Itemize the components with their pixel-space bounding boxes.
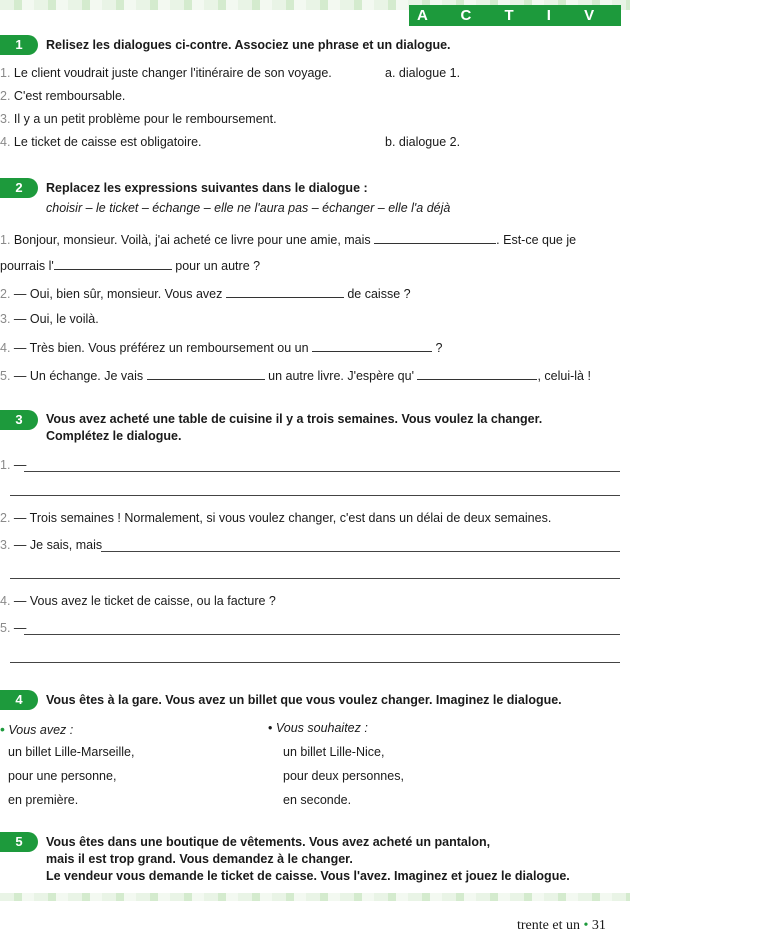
exercise-2-badge: 2 (0, 178, 38, 198)
ex1-item-2: 2. C'est remboursable. (0, 89, 126, 103)
exercise-2-instruction: Replacez les expressions suivantes dans le dialogue : (46, 181, 368, 195)
exercise-5-line-3: Le vendeur vous demande le ticket de caisse. Vous l'avez. Imaginez et jouez le dialogue. (46, 869, 570, 883)
page-number: 31 (591, 918, 606, 933)
ex4-left-line-2: pour une personne, (8, 769, 117, 783)
exercise-5-line-2: mais il est trop grand. Vous demandez à le changer. (46, 852, 353, 866)
ex1-choice-a: a. dialogue 1. (385, 66, 461, 80)
blank-field[interactable] (147, 368, 265, 380)
exercise-3-instruction-2: Complétez le dialogue. (46, 429, 182, 443)
answer-line[interactable] (101, 551, 620, 552)
blank-field[interactable] (374, 232, 496, 244)
ex1-item-1: 1. Le client voudrait juste changer l'itinéraire de son voyage. (0, 66, 332, 80)
footer-dot: • (583, 918, 589, 933)
exercise-4-instruction: Vous êtes à la gare. Vous avez un billet que vous voulez changer. Imaginez le dialogue. (46, 693, 562, 707)
ex1-item-4: 4. Le ticket de caisse est obligatoire. (0, 135, 202, 149)
exercise-1-instruction: Relisez les dialogues ci-contre. Associez une phrase et un dialogue. (46, 38, 451, 52)
activites-header: A C T I V I T É S (409, 5, 621, 26)
blank-field[interactable] (417, 368, 537, 380)
ex2-line-1-cont: pourrais l' pour un autre ? (0, 259, 261, 273)
exercise-3-instruction-1: Vous avez acheté une table de cuisine il y a trois semaines. Vous voulez la changer. (46, 412, 543, 426)
ex1-item-3: 3. Il y a un petit problème pour le remboursement. (0, 112, 277, 126)
ex4-right-line-2: pour deux personnes, (283, 769, 404, 783)
ex2-line-1: 1. Bonjour, monsieur. Voilà, j'ai acheté ce livre pour une amie, mais . Est-ce que je (0, 233, 577, 247)
answer-line[interactable] (10, 495, 620, 496)
exercise-3-badge: 3 (0, 410, 38, 430)
ex3-line-3: 3. — Je sais, mais (0, 538, 103, 552)
blank-field[interactable] (54, 258, 172, 270)
ex2-line-3: 3. — Oui, le voilà. (0, 312, 99, 326)
ex4-left-line-1: un billet Lille-Marseille, (8, 745, 135, 759)
exercise-1-badge: 1 (0, 35, 38, 55)
ex2-line-5: 5. — Un échange. Je vais un autre livre. J'espère qu' , celui-là ! (0, 369, 591, 383)
ex3-line-5: 5. — (0, 621, 27, 635)
answer-line[interactable] (10, 578, 620, 579)
ex4-right-title: • Vous souhaitez : (268, 721, 368, 735)
bottom-decor-band (0, 893, 630, 901)
answer-line[interactable] (24, 634, 620, 635)
ex3-line-2: 2. — Trois semaines ! Normalement, si vous voulez changer, c'est dans un délai de deux semaines. (0, 511, 552, 525)
ex3-line-4: 4. — Vous avez le ticket de caisse, ou la facture ? (0, 594, 276, 608)
ex4-right-line-1: un billet Lille-Nice, (283, 745, 385, 759)
ex1-choice-b: b. dialogue 2. (385, 135, 461, 149)
answer-line[interactable] (10, 662, 620, 663)
ex3-line-1: 1. — (0, 458, 27, 472)
ex4-right-line-3: en seconde. (283, 793, 352, 807)
exercise-5-badge: 5 (0, 832, 38, 852)
exercise-5-line-1: Vous êtes dans une boutique de vêtements. Vous avez acheté un pantalon, (46, 835, 491, 849)
exercise-4-badge: 4 (0, 690, 38, 710)
blank-field[interactable] (226, 286, 344, 298)
ex4-left-title: • Vous avez : (0, 721, 74, 737)
page-footer: trente et un • 31 (517, 918, 606, 933)
answer-line[interactable] (24, 471, 620, 472)
ex2-line-2: 2. — Oui, bien sûr, monsieur. Vous avez de caisse ? (0, 287, 411, 301)
blank-field[interactable] (312, 340, 432, 352)
ex4-left-line-3: en première. (8, 793, 79, 807)
ex2-line-4: 4. — Très bien. Vous préférez un remboursement ou un ? (0, 341, 443, 355)
exercise-2-expressions: choisir – le ticket – échange – elle ne l'aura pas – échanger – elle l'a déjà (46, 201, 451, 215)
